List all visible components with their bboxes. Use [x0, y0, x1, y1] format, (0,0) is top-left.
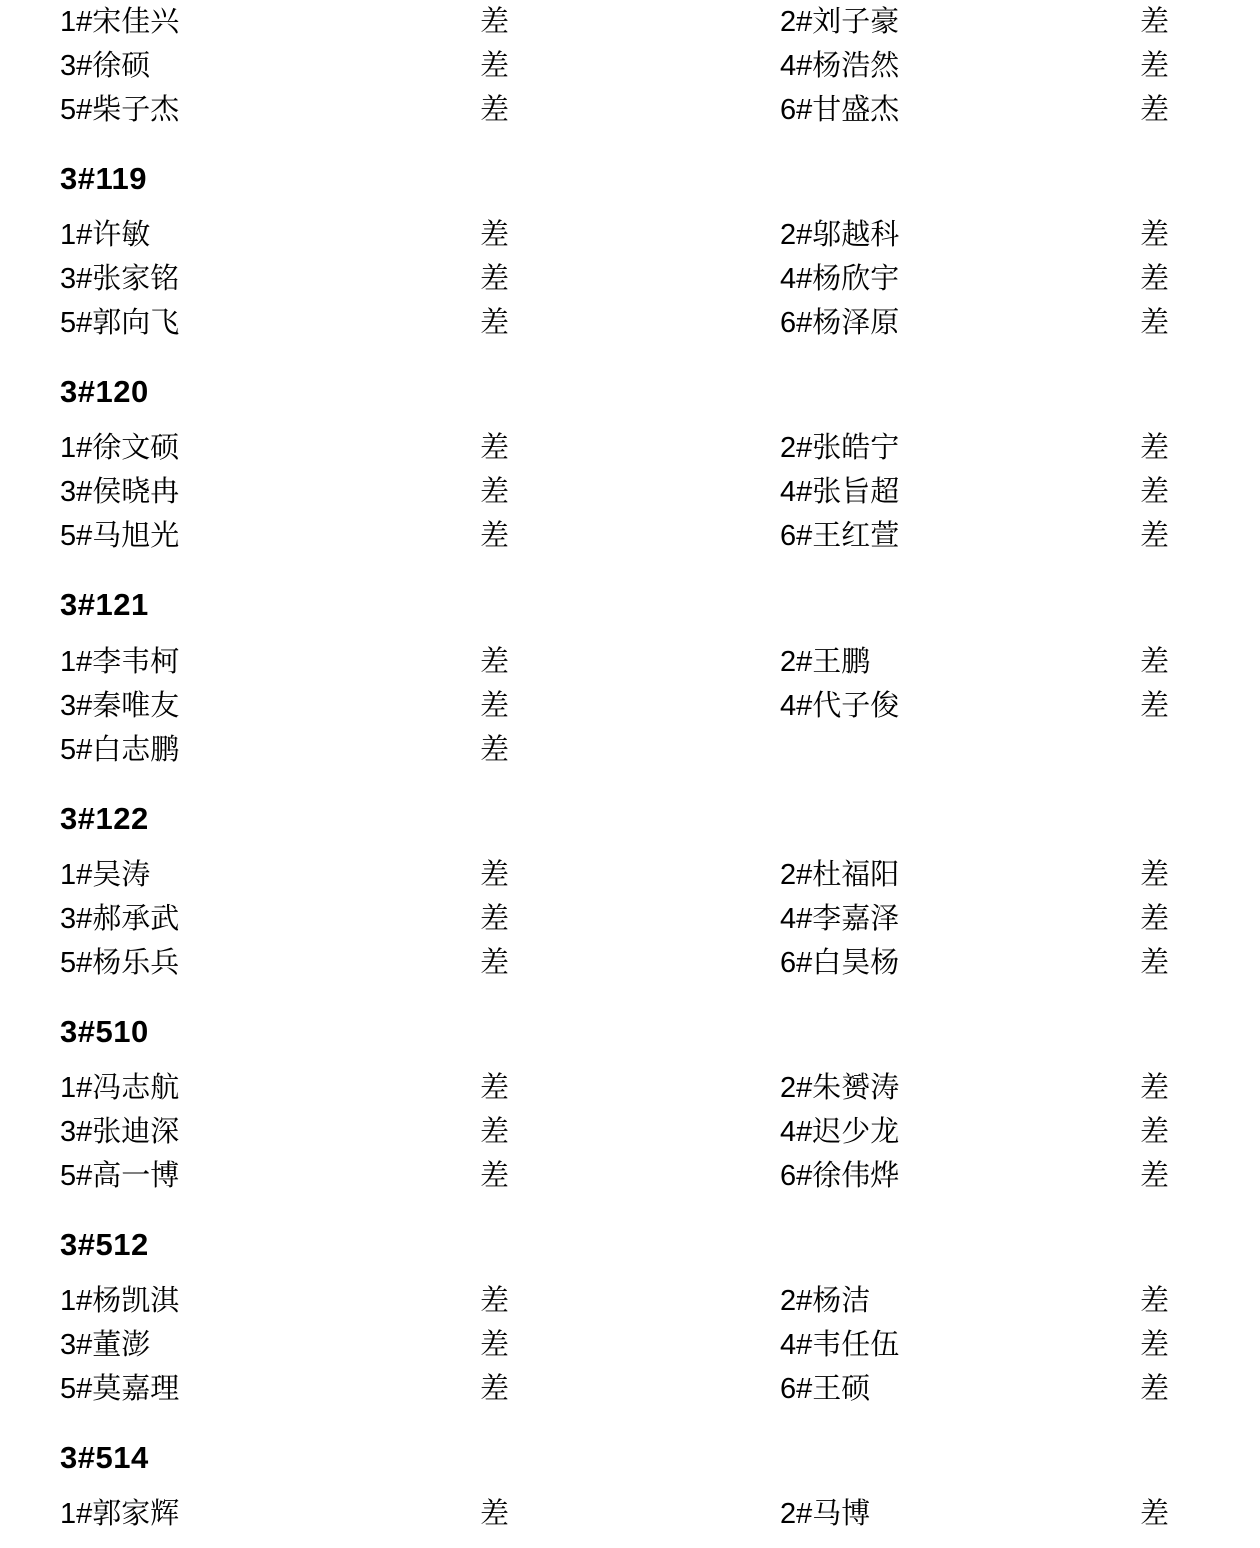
occupant-name-left: 1#吴涛: [60, 858, 151, 891]
occupant-rating-left: 差: [480, 307, 510, 340]
occupant-name-left: 1#李韦柯: [60, 645, 180, 678]
occupant-name-right: 6#白昊杨: [780, 946, 900, 979]
table-row: [60, 897, 1200, 941]
occupant-rating-left: 差: [480, 1285, 510, 1318]
occupant-name-right: 4#迟少龙: [780, 1115, 900, 1148]
table-row: [60, 728, 1200, 772]
occupant-rating-left: 差: [480, 1071, 510, 1104]
occupant-name-left: 1#杨凯淇: [60, 1285, 180, 1318]
occupant-name-right: 6#甘盛杰: [780, 94, 900, 126]
room-section: [60, 1013, 1200, 1198]
room-section: [60, 160, 1200, 345]
occupant-rating-left: 差: [480, 219, 510, 252]
table-row: [60, 640, 1200, 684]
table-row: [60, 1279, 1200, 1323]
occupant-name-left: 1#宋佳兴: [60, 6, 180, 38]
table-row: [60, 514, 1200, 558]
occupant-name-right: 6#王红萱: [780, 520, 900, 553]
occupant-rating-right: 差: [1140, 50, 1170, 82]
occupant-rating-right: 差: [1140, 946, 1170, 979]
occupant-name-left: 1#许敏: [60, 219, 151, 252]
occupant-rating-left: 差: [480, 263, 510, 296]
occupant-rating-right: 差: [1140, 1329, 1170, 1362]
room-title: 3#514: [60, 1440, 149, 1476]
table-row: [60, 301, 1200, 345]
occupant-name-right: 2#杜福阳: [780, 858, 900, 891]
occupant-name-left: 5#柴子杰: [60, 94, 180, 126]
occupant-rating-right: 差: [1140, 520, 1170, 553]
occupant-name-right: 2#邬越科: [780, 219, 900, 252]
table-row: [60, 1323, 1200, 1367]
occupant-rating-left: 差: [480, 6, 510, 38]
occupant-rating-left: 差: [480, 1159, 510, 1192]
occupant-name-left: 5#马旭光: [60, 520, 180, 553]
room-section: [60, 0, 1200, 132]
occupant-rating-right: 差: [1140, 902, 1170, 935]
occupant-rating-left: 差: [480, 1498, 510, 1531]
occupant-name-left: 1#郭家辉: [60, 1498, 180, 1531]
room-section: [60, 800, 1200, 985]
table-row: [60, 44, 1200, 88]
occupant-rating-left: 差: [480, 858, 510, 891]
room-rows: [60, 640, 1200, 772]
occupant-rating-left: 差: [480, 689, 510, 722]
occupant-name-right: 6#王硕: [780, 1373, 871, 1406]
occupant-rating-right: 差: [1140, 263, 1170, 296]
room-rows: [60, 1492, 1200, 1536]
occupant-name-left: 3#张家铭: [60, 263, 180, 296]
occupant-name-left: 3#秦唯友: [60, 689, 180, 722]
occupant-rating-left: 差: [480, 520, 510, 553]
occupant-rating-left: 差: [480, 1329, 510, 1362]
table-row: [60, 213, 1200, 257]
occupant-rating-right: 差: [1140, 645, 1170, 678]
room-section: [60, 1439, 1200, 1536]
occupant-name-left: 1#徐文硕: [60, 432, 180, 465]
occupant-name-right: 2#王鹏: [780, 645, 871, 678]
room-title: 3#512: [60, 1226, 149, 1262]
occupant-name-left: 5#杨乐兵: [60, 946, 180, 979]
occupant-name-left: 3#徐硕: [60, 50, 151, 82]
table-row: [60, 257, 1200, 301]
occupant-name-left: 3#张迪深: [60, 1115, 180, 1148]
table-row: [60, 1110, 1200, 1154]
occupant-name-left: 5#白志鹏: [60, 733, 180, 766]
occupant-rating-right: 差: [1140, 1071, 1170, 1104]
room-rows: [60, 1279, 1200, 1411]
occupant-rating-left: 差: [480, 1373, 510, 1406]
occupant-name-right: 4#张旨超: [780, 476, 900, 509]
occupant-rating-left: 差: [480, 476, 510, 509]
occupant-rating-right: 差: [1140, 1498, 1170, 1531]
occupant-name-right: 2#杨洁: [780, 1285, 871, 1318]
occupant-rating-left: 差: [480, 902, 510, 935]
room-title: 3#120: [60, 374, 149, 410]
room-section: [60, 1226, 1200, 1411]
table-row: [60, 941, 1200, 985]
room-rows: [60, 0, 1200, 132]
occupant-name-right: 2#朱赟涛: [780, 1071, 900, 1104]
room-rows: [60, 853, 1200, 985]
table-row: [60, 1492, 1200, 1536]
table-row: [60, 1154, 1200, 1198]
table-row: [60, 1367, 1200, 1411]
occupant-rating-right: 差: [1140, 1159, 1170, 1192]
occupant-name-right: 4#杨浩然: [780, 50, 900, 82]
occupant-name-right: 6#徐伟烨: [780, 1159, 900, 1192]
room-section: [60, 373, 1200, 558]
occupant-rating-left: 差: [480, 1115, 510, 1148]
occupant-rating-left: 差: [480, 50, 510, 82]
room-rows: [60, 1066, 1200, 1198]
occupant-name-left: 3#董澎: [60, 1329, 151, 1362]
room-title: 3#121: [60, 587, 149, 623]
room-rows: [60, 426, 1200, 558]
table-row: [60, 88, 1200, 132]
occupant-name-left: 5#郭向飞: [60, 307, 180, 340]
occupant-name-left: 3#郝承武: [60, 902, 180, 935]
occupant-rating-right: 差: [1140, 689, 1170, 722]
occupant-name-right: 4#李嘉泽: [780, 902, 900, 935]
occupant-name-right: 2#刘子豪: [780, 6, 900, 38]
occupant-name-left: 5#莫嘉理: [60, 1373, 180, 1406]
room-section: [60, 586, 1200, 771]
occupant-name-right: 6#杨泽原: [780, 307, 900, 340]
occupant-rating-right: 差: [1140, 1285, 1170, 1318]
occupant-rating-right: 差: [1140, 307, 1170, 340]
occupant-rating-right: 差: [1140, 6, 1170, 38]
table-row: [60, 853, 1200, 897]
occupant-rating-right: 差: [1140, 476, 1170, 509]
occupant-name-right: 4#韦任伍: [780, 1329, 900, 1362]
room-title: 3#510: [60, 1013, 149, 1049]
room-title: 3#122: [60, 800, 149, 836]
occupant-name-left: 1#冯志航: [60, 1071, 180, 1104]
table-row: [60, 470, 1200, 514]
occupant-rating-right: 差: [1140, 1115, 1170, 1148]
occupant-name-left: 3#侯晓冉: [60, 476, 180, 509]
occupant-rating-left: 差: [480, 645, 510, 678]
occupant-name-right: 4#杨欣宇: [780, 263, 900, 296]
room-title: 3#119: [60, 161, 147, 196]
table-row: [60, 426, 1200, 470]
table-row: [60, 684, 1200, 728]
sections-container: [60, 0, 1200, 1536]
occupant-name-right: 2#马博: [780, 1498, 871, 1531]
occupant-name-left: 5#高一博: [60, 1159, 180, 1192]
occupant-rating-right: 差: [1140, 1373, 1170, 1406]
table-row: [60, 1066, 1200, 1110]
occupant-name-right: 4#代子俊: [780, 689, 900, 722]
occupant-rating-left: 差: [480, 432, 510, 465]
room-rows: [60, 213, 1200, 345]
table-row: [60, 0, 1200, 44]
occupant-rating-right: 差: [1140, 432, 1170, 465]
occupant-rating-right: 差: [1140, 219, 1170, 252]
occupant-rating-left: 差: [480, 733, 510, 766]
occupant-rating-left: 差: [480, 94, 510, 126]
occupant-rating-left: 差: [480, 946, 510, 979]
occupant-name-right: 2#张皓宁: [780, 432, 900, 465]
occupant-rating-right: 差: [1140, 94, 1170, 126]
occupant-rating-right: 差: [1140, 858, 1170, 891]
